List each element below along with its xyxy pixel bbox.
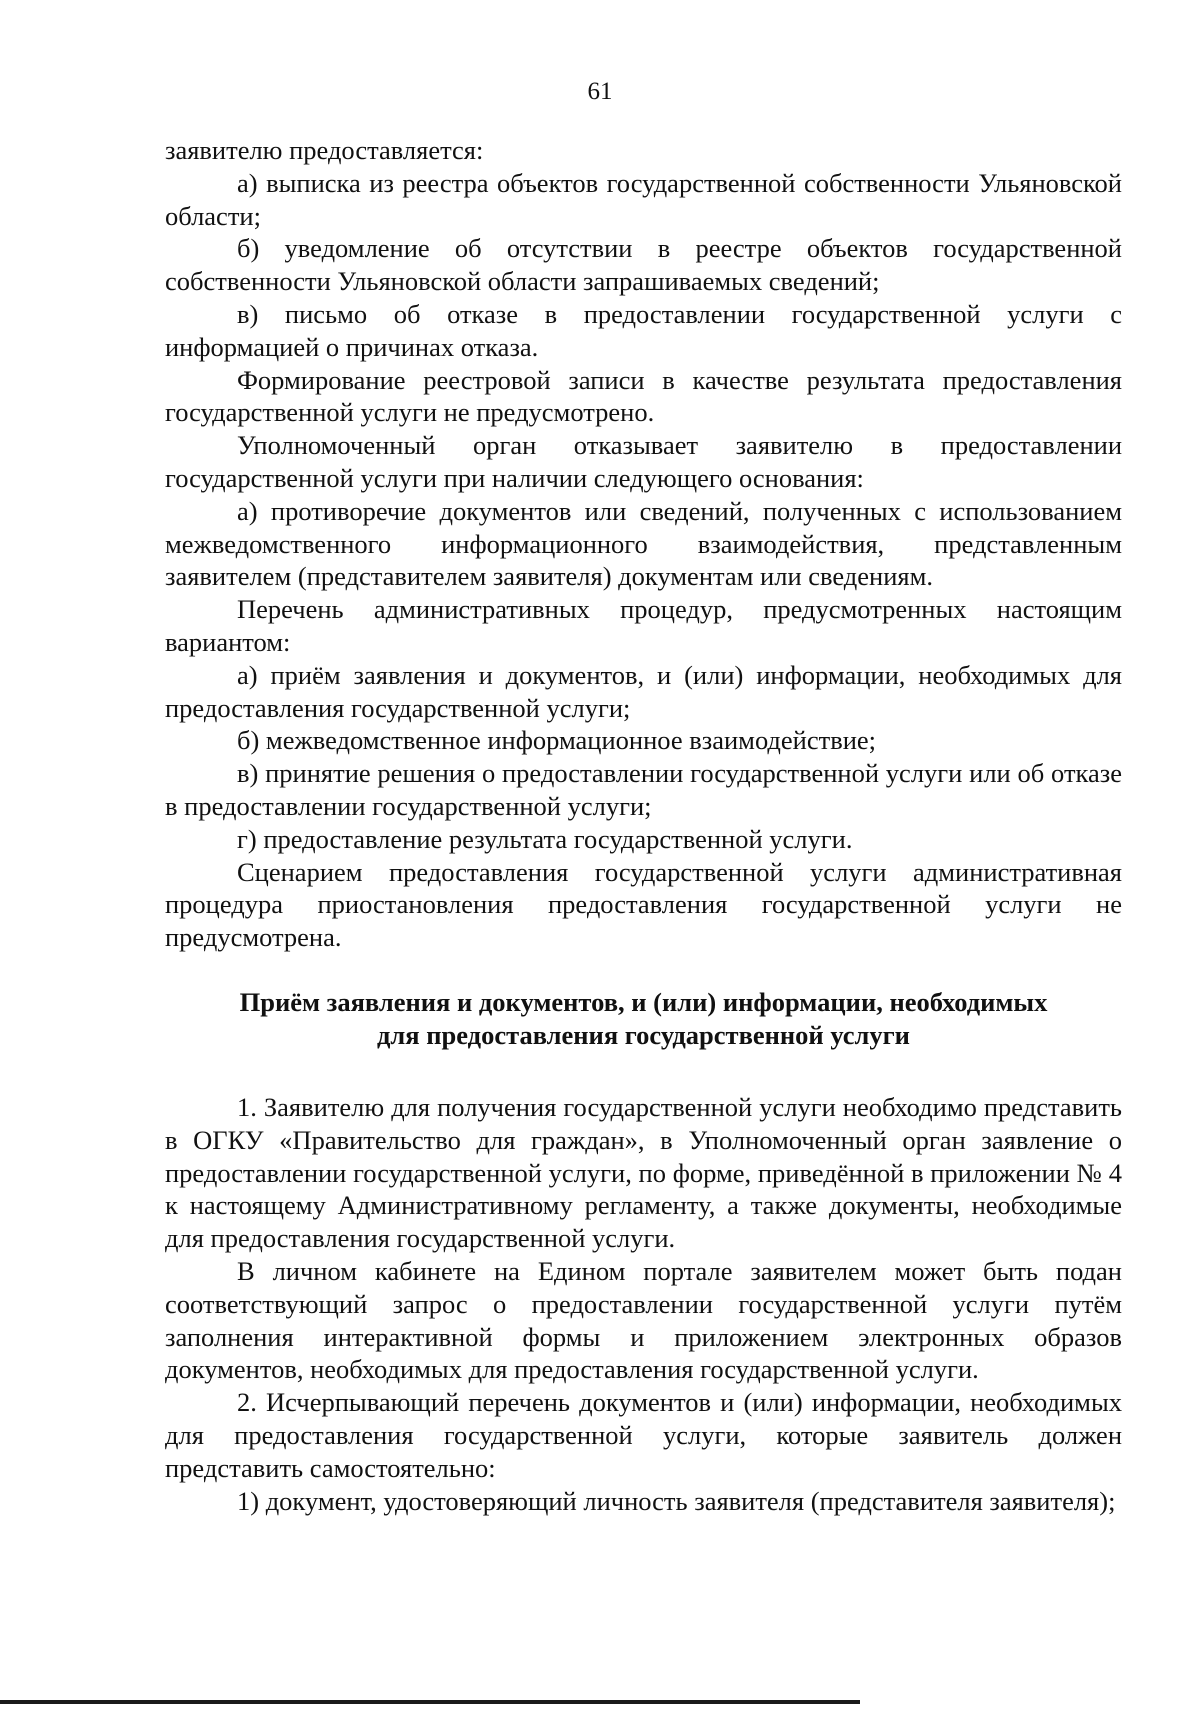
page-number: 61 (587, 78, 613, 105)
list-item-c-decision: в) принятие решения о предоставлении государственной услуги или об отказе в предоставлении государственной услуги; (165, 758, 1122, 821)
list-item-c-refusal-letter: в) письмо об отказе в предоставлении государственной услуги с информацией о причинах отказа. (165, 298, 1122, 362)
list-item-b-notice: б) уведомление об отсутствии в реестре объектов государственной собственности Ульяновской области запрашиваемых сведений; (165, 233, 1122, 297)
paragraph-item-1: 1. Заявителю для получения государственной услуги необходимо представить в ОГКУ «Правительство для граждан», в Уполномоченный орган заявление о предоставлении государственной услуги, по форме, приведённой в приложении № 4 к настоящему Административному регламенту, а также документы, необходимые для предоставления государственной услуги. (165, 1092, 1122, 1254)
list-item-a-extract: а) выписка из реестра объектов государственной собственности Ульяновской области; (165, 167, 1122, 231)
bottom-scan-rule (0, 1700, 860, 1704)
list-item-b-interaction: б) межведомственное информационное взаимодействие; (237, 725, 877, 756)
paragraph-refusal-grounds: Уполномоченный орган отказывает заявителю в предоставлении государственной услуги при наличии следующего основания: (165, 430, 1122, 493)
section-heading-line-1: Приём заявления и документов, и (или) информации, необходимых (239, 987, 1048, 1017)
paragraph-suspension: Сценарием предоставления государственной услуги административная процедура приостановления предоставления государственной услуги не предусмотрена. (165, 856, 1122, 953)
list-item-1-identity-document: 1) документ, удостоверяющий личность заявителя (представителя заявителя); (237, 1485, 1116, 1516)
list-item-d-result: г) предоставление результата государственной услуги. (237, 823, 853, 854)
list-item-a-reception: а) приём заявления и документов, и (или) информации, необходимых для предоставления государственной услуги; (165, 659, 1122, 723)
paragraph-procedures-list: Перечень административных процедур, предусмотренных настоящим вариантом: (165, 594, 1122, 657)
paragraph-registry-record: Формирование реестровой записи в качестве результата предоставления государственной услуги не предусмотрено. (165, 364, 1122, 428)
section-heading-line-2: для предоставления государственной услуги (377, 1020, 910, 1050)
list-item-a-contradiction: а) противоречие документов или сведений, полученных с использованием межведомственного информационного взаимодействия, представленным заявителем (представителем заявителя) документам или сведениям. (165, 495, 1122, 592)
document-body-top (165, 134, 1122, 954)
document-body-bottom (165, 1091, 1122, 1517)
section-heading (165, 986, 1122, 1052)
paragraph-continuation: заявителю предоставляется: (165, 135, 484, 165)
paragraph-personal-account: В личном кабинете на Едином портале заявителем может быть подан соответствующий запрос о предоставлении государственной услуги путём заполнения интерактивной формы и приложением электронных образов документов, необходимых для предоставления государственной услуги. (165, 1255, 1122, 1385)
paragraph-item-2: 2. Исчерпывающий перечень документов и (или) информации, необходимых для предоставления государственной услуги, которые заявитель должен представить самостоятельно: (165, 1387, 1122, 1483)
